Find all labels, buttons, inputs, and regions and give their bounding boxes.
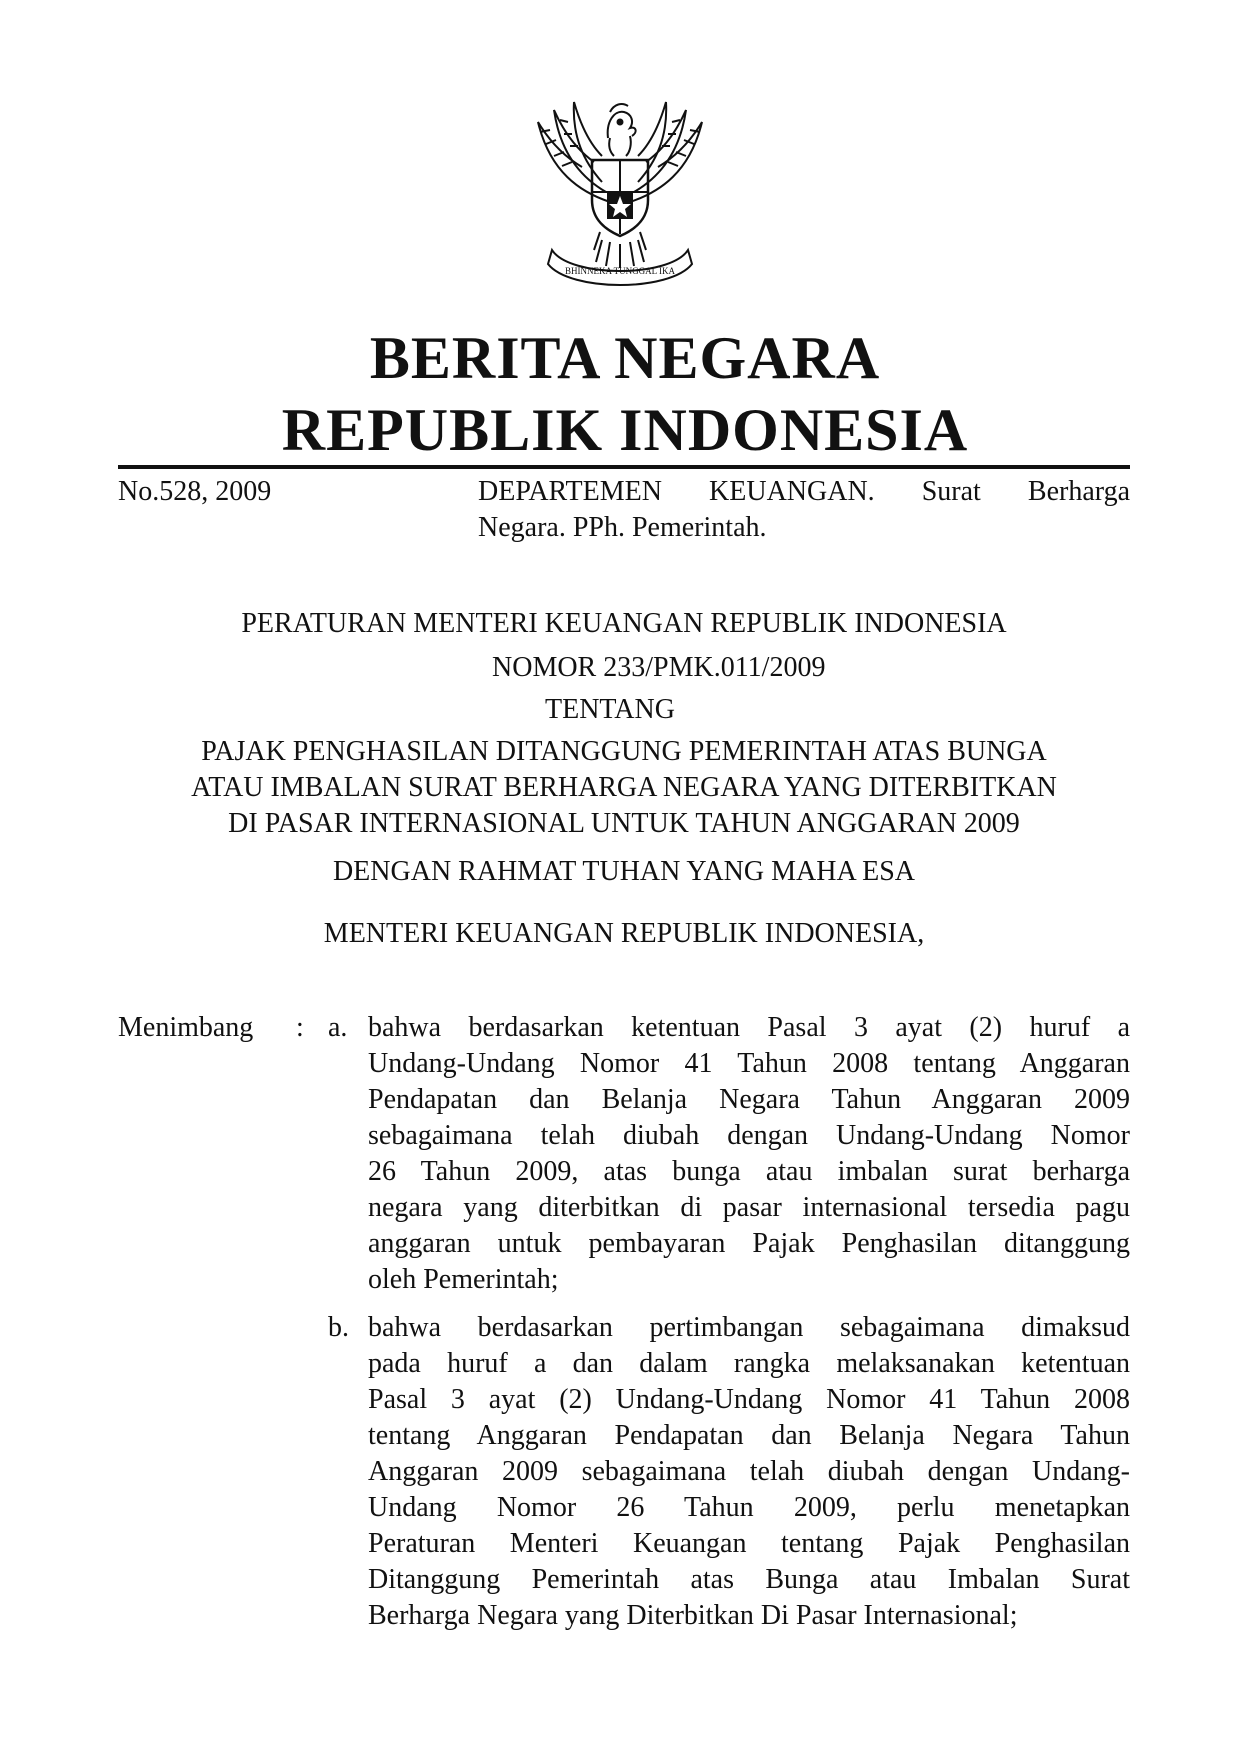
considering-item-line: sebagaimana telah diubah dengan Undang-Undang Nomor — [368, 1120, 1130, 1151]
considering-item-letter: b. — [328, 1312, 349, 1343]
regulation-about: TENTANG — [545, 694, 675, 725]
regulation-issuer: MENTERI KEUANGAN REPUBLIK INDONESIA, — [323, 918, 925, 949]
masthead-line-1: BERITA NEGARA — [369, 325, 881, 391]
considering-item-b — [368, 1310, 1130, 1634]
masthead-divider — [118, 465, 1130, 469]
considering-item-line: Pendapatan dan Belanja Negara Tahun Anggaran 2009 — [368, 1084, 1130, 1115]
gazette-subject-line: Negara. PPh. Pemerintah. — [478, 512, 767, 543]
considering-label: Menimbang — [118, 1012, 254, 1043]
considering-item-line: Peraturan Menteri Keuangan tentang Pajak Penghasilan — [368, 1528, 1130, 1559]
regulation-number: NOMOR 233/PMK.011/2009 — [492, 652, 826, 683]
considering-item-line: anggaran untuk pembayaran Pajak Penghasilan ditanggung — [368, 1228, 1130, 1259]
considering-item-line: Pasal 3 ayat (2) Undang-Undang Nomor 41 Tahun 2008 — [368, 1384, 1130, 1415]
regulation-subject-line: PAJAK PENGHASILAN DITANGGUNG PEMERINTAH ATAS BUNGA — [201, 736, 1047, 767]
regulation-title: PERATURAN MENTERI KEUANGAN REPUBLIK INDONESIA — [241, 608, 1007, 639]
considering-item-line: tentang Anggaran Pendapatan dan Belanja Negara Tahun — [368, 1420, 1130, 1451]
regulation-subject-line: ATAU IMBALAN SURAT BERHARGA NEGARA YANG DITERBITKAN — [191, 772, 1057, 803]
considering-item-line: bahwa berdasarkan ketentuan Pasal 3 ayat (2) huruf a — [368, 1012, 1130, 1043]
considering-item-line: Undang-Undang Nomor 41 Tahun 2008 tentang Anggaran — [368, 1048, 1130, 1079]
masthead-line-2: REPUBLIK INDONESIA — [281, 397, 969, 463]
considering-item-line: oleh Pemerintah; — [368, 1264, 559, 1295]
considering-item-line: 26 Tahun 2009, atas bunga atau imbalan surat berharga — [368, 1156, 1130, 1187]
considering-item-line: Ditanggung Pemerintah atas Bunga atau Imbalan Surat — [368, 1564, 1130, 1595]
regulation-subject-line: DI PASAR INTERNASIONAL UNTUK TAHUN ANGGARAN 2009 — [228, 808, 1020, 839]
considering-colon: : — [296, 1012, 304, 1043]
gazette-subject-line: DEPARTEMEN KEUANGAN. Surat Berharga — [478, 476, 1130, 507]
gazette-subject — [478, 474, 1130, 546]
gazette-number: No.528, 2009 — [118, 476, 272, 507]
considering-item-letter: a. — [328, 1012, 348, 1043]
garuda-emblem-icon — [510, 82, 730, 302]
regulation-blessing: DENGAN RAHMAT TUHAN YANG MAHA ESA — [332, 856, 916, 887]
considering-item-line: Undang Nomor 26 Tahun 2009, perlu menetapkan — [368, 1492, 1130, 1523]
considering-item-a — [368, 1010, 1130, 1298]
considering-item-line: bahwa berdasarkan pertimbangan sebagaimana dimaksud — [368, 1312, 1130, 1343]
considering-item-line: Berharga Negara yang Diterbitkan Di Pasar Internasional; — [368, 1600, 1018, 1631]
emblem-motto: BHINNEKA TUNGGAL IKA — [565, 266, 675, 276]
considering-item-line: negara yang diterbitkan di pasar internasional tersedia pagu — [368, 1192, 1130, 1223]
considering-item-line: pada huruf a dan dalam rangka melaksanakan ketentuan — [368, 1348, 1130, 1379]
considering-item-line: Anggaran 2009 sebagaimana telah diubah dengan Undang- — [368, 1456, 1130, 1487]
